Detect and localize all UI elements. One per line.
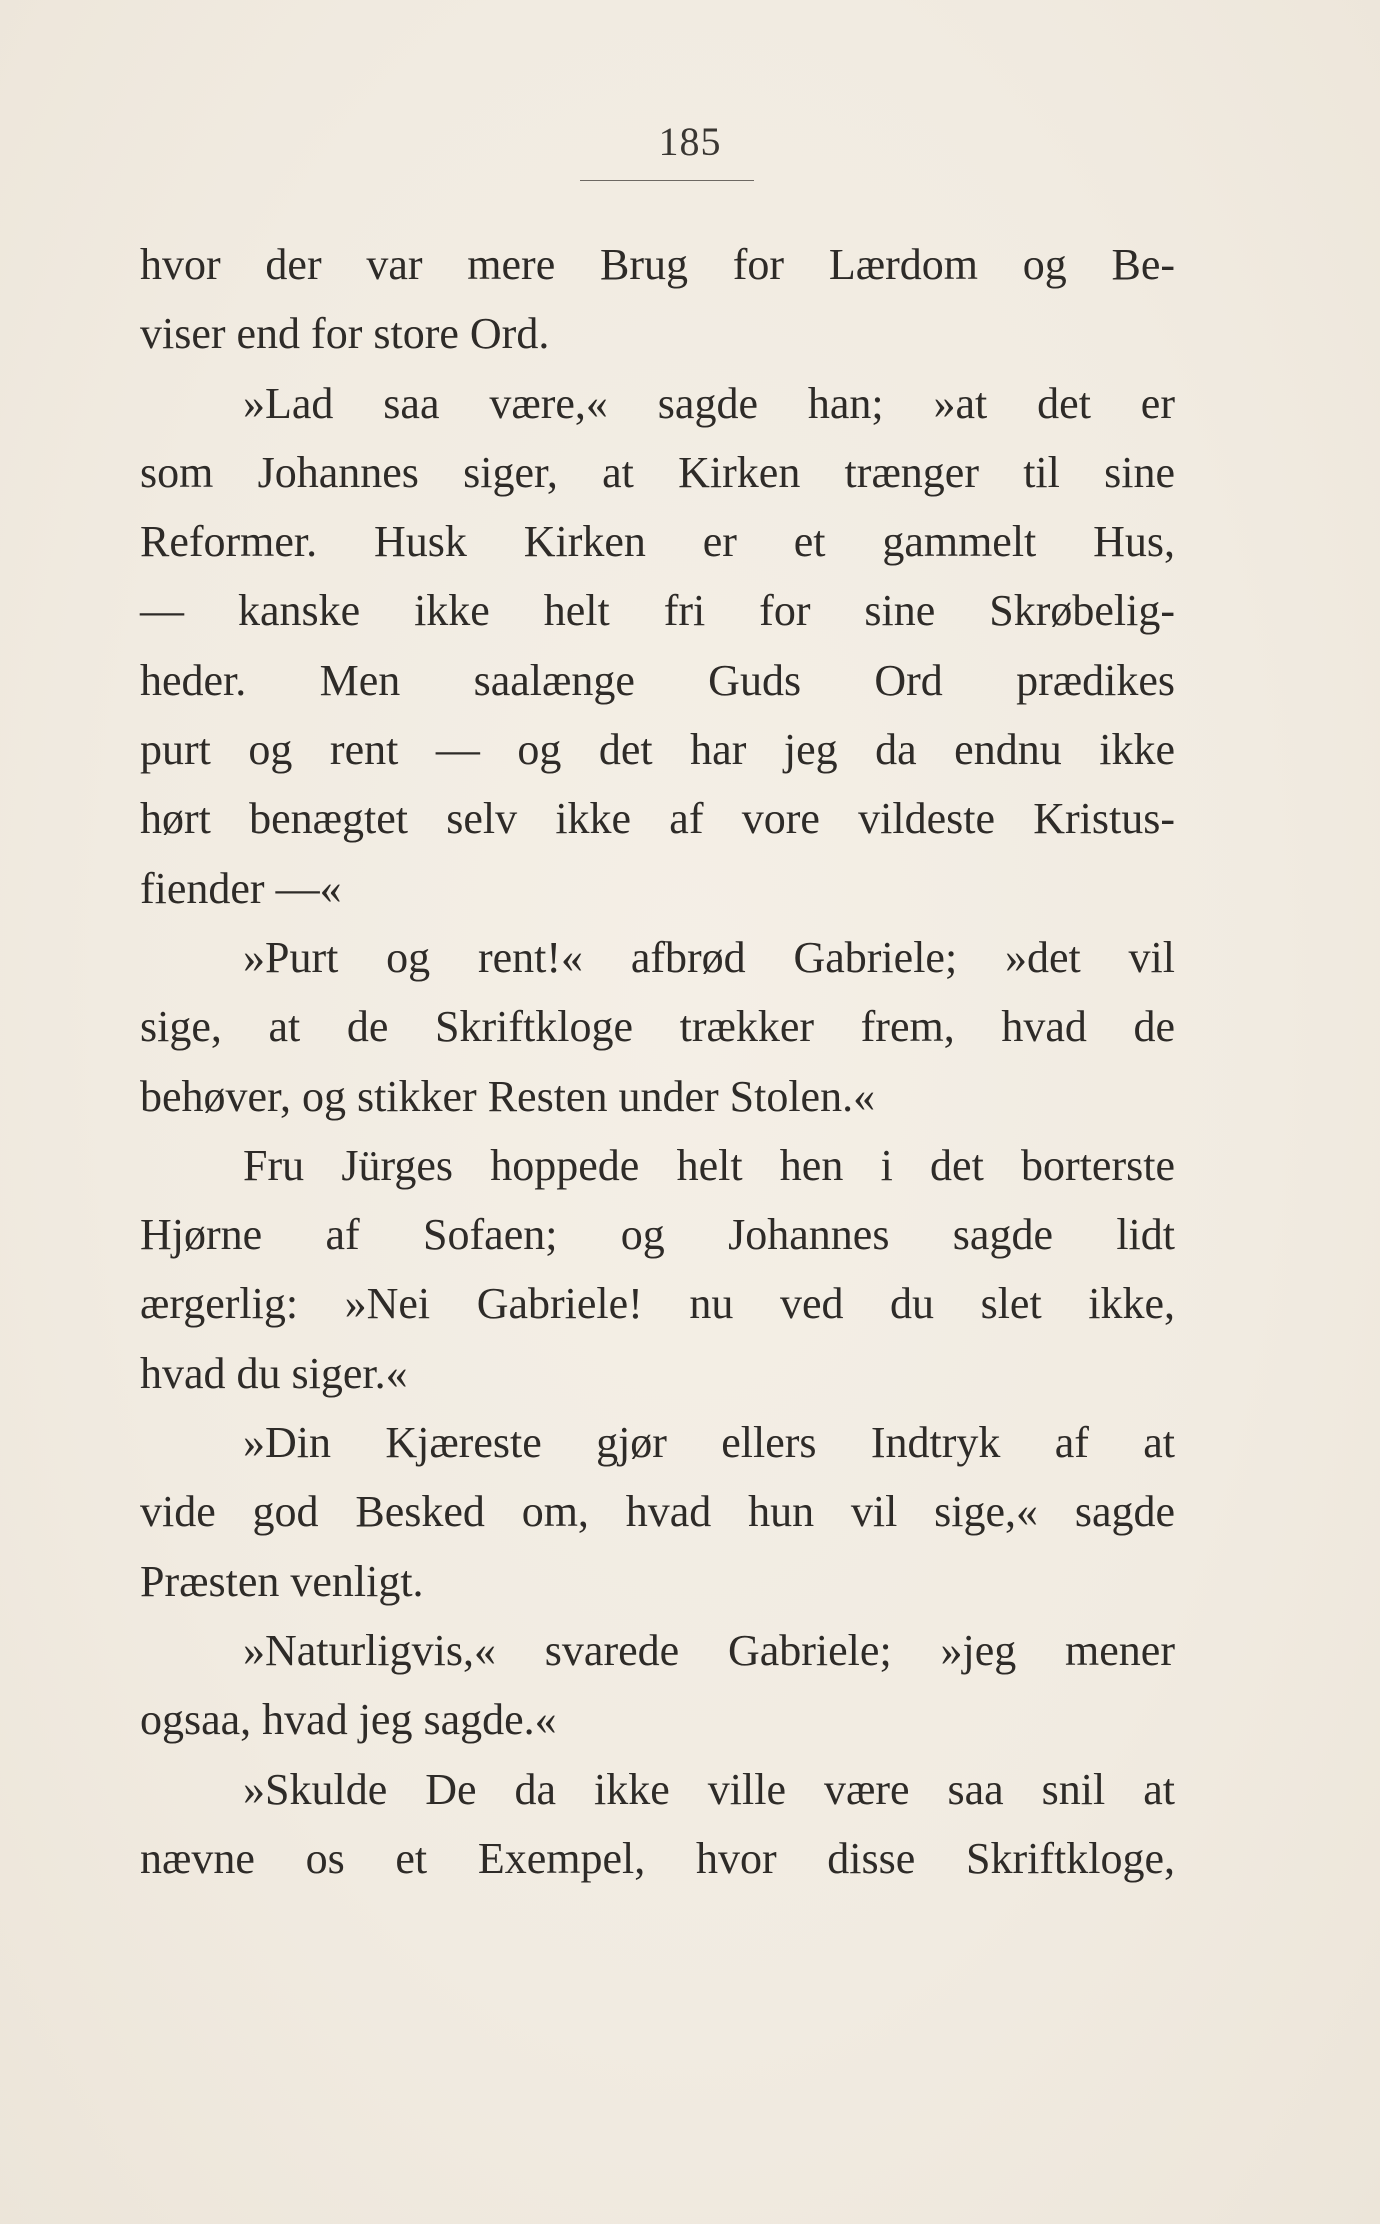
text-line: Præsten venligt. (140, 1556, 424, 1606)
text-line: — kanske ikke helt fri for sine Skrøbelig- (140, 586, 1175, 636)
text-line: »Din Kjæreste gjør ellers Indtryk af at (243, 1418, 1175, 1468)
header-rule (580, 180, 754, 181)
text-line: »Skulde De da ikke ville være saa snil at (243, 1764, 1175, 1814)
text-line: purt og rent — og det har jeg da endnu ikke (140, 725, 1175, 775)
text-line: »Purt og rent!« afbrød Gabriele; »det vil (243, 932, 1175, 982)
text-line: Hjørne af Sofaen; og Johannes sagde lidt (140, 1210, 1175, 1260)
text-line: hvor der var mere Brug for Lærdom og Be- (140, 240, 1175, 289)
text-line: »Lad saa være,« sagde han; »at det er (243, 378, 1175, 428)
text-line: ogsaa, hvad jeg sagde.« (140, 1695, 557, 1745)
text-line: Fru Jürges hoppede helt hen i det borterste (243, 1140, 1175, 1190)
page-number: 185 (658, 119, 722, 164)
text-line: hvad du siger.« (140, 1348, 408, 1398)
text-line: ærgerlig: »Nei Gabriele! nu ved du slet ikke, (140, 1279, 1175, 1329)
text-line: »Naturligvis,« svarede Gabriele; »jeg mener (243, 1625, 1175, 1675)
text-line: heder. Men saalænge Guds Ord prædikes (140, 655, 1175, 705)
text-line: Reformer. Husk Kirken er et gammelt Hus, (140, 517, 1175, 567)
text-line: som Johannes siger, at Kirken trænger til sine (140, 447, 1175, 497)
text-line: behøver, og stikker Resten under Stolen.« (140, 1071, 876, 1121)
text-line: sige, at de Skriftkloge trækker frem, hvad de (140, 1002, 1175, 1052)
text-line: fiender —« (140, 863, 342, 913)
body-text (140, 230, 1175, 1893)
text-line: vide god Besked om, hvad hun vil sige,« sagde (140, 1487, 1175, 1537)
text-line: viser end for store Ord. (140, 309, 550, 359)
text-line: nævne os et Exempel, hvor disse Skriftkloge, (140, 1833, 1175, 1883)
text-line: hørt benægtet selv ikke af vore vildeste Kristus- (140, 794, 1175, 844)
